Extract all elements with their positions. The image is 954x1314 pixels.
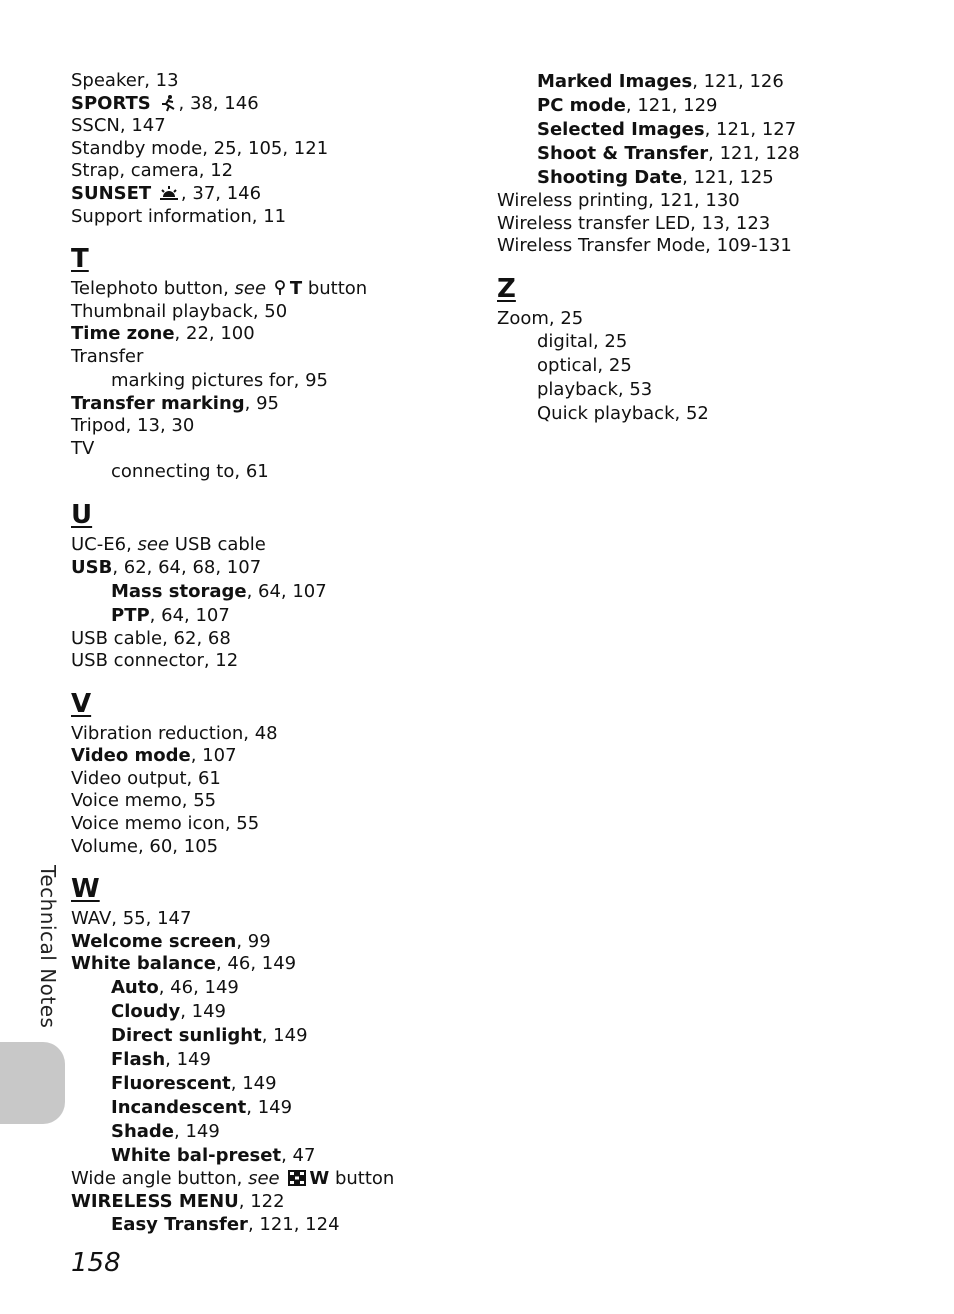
entry-bold: Auto bbox=[111, 977, 159, 999]
section-letter-t: T bbox=[71, 244, 89, 275]
index-subentry bbox=[71, 1024, 471, 1048]
page-number: 158 bbox=[71, 1248, 121, 1278]
entry-text: connecting to, 61 bbox=[111, 461, 269, 483]
entry-text: button bbox=[329, 1168, 395, 1190]
section-letter-u: U bbox=[71, 500, 93, 531]
entry-text: Thumbnail playback, 50 bbox=[71, 300, 288, 322]
entry-bold: Fluorescent bbox=[111, 1073, 231, 1095]
entry-text: Strap, camera, 12 bbox=[71, 160, 234, 182]
index-subentry bbox=[71, 1072, 471, 1096]
index-subentry bbox=[497, 330, 917, 354]
entry-text: , 95 bbox=[244, 392, 280, 414]
index-entry bbox=[497, 308, 917, 331]
index-entry bbox=[71, 836, 471, 859]
index-entry bbox=[71, 438, 471, 461]
entry-text: , 122 bbox=[238, 1190, 285, 1212]
entry-bold: Incandescent bbox=[111, 1097, 247, 1119]
entry-text: Support information, 11 bbox=[71, 205, 287, 227]
entry-text: , 107 bbox=[190, 745, 237, 767]
index-entry bbox=[71, 557, 471, 580]
index-subentry bbox=[497, 166, 917, 190]
index-entry bbox=[71, 768, 471, 791]
entry-text: Wireless Transfer Mode, 109-131 bbox=[497, 235, 792, 257]
entry-text: , 149 bbox=[246, 1097, 293, 1119]
index-subentry bbox=[497, 118, 917, 142]
index-subentry bbox=[71, 1048, 471, 1072]
entry-bold: White balance bbox=[71, 953, 216, 975]
sports-icon bbox=[159, 94, 177, 112]
entry-text: Transfer bbox=[71, 345, 144, 367]
entry-text: , 149 bbox=[261, 1025, 308, 1047]
index-entry bbox=[71, 1168, 471, 1191]
entry-bold: Transfer marking bbox=[71, 392, 245, 414]
entry-bold: Time zone bbox=[71, 323, 175, 345]
entry-text: , 121, 127 bbox=[704, 119, 797, 140]
entry-text: Standby mode, 25, 105, 121 bbox=[71, 137, 329, 159]
entry-text: TV bbox=[71, 437, 95, 459]
thumbnail-grid-icon bbox=[287, 1169, 307, 1187]
index-subentry bbox=[497, 378, 917, 402]
entry-bold: PC mode bbox=[537, 95, 626, 116]
see-reference: see bbox=[234, 278, 267, 300]
index-entry bbox=[71, 534, 471, 557]
entry-text: , 46, 149 bbox=[215, 953, 297, 975]
index-entry bbox=[71, 278, 471, 301]
section-letter-v: V bbox=[71, 688, 92, 719]
index-entry bbox=[71, 953, 471, 976]
index-subentry bbox=[71, 1000, 471, 1024]
entry-text: , 47 bbox=[281, 1145, 316, 1167]
index-subentry bbox=[497, 94, 917, 118]
side-tab-label: Technical Notes bbox=[36, 865, 60, 1029]
entry-text: Voice memo, 55 bbox=[71, 790, 217, 812]
index-entry bbox=[497, 190, 917, 213]
entry-bold: WIRELESS MENU bbox=[71, 1190, 239, 1212]
entry-text: , 149 bbox=[230, 1073, 277, 1095]
index-entry bbox=[71, 160, 471, 183]
index-entry bbox=[71, 650, 471, 673]
entry-text: Volume, 60, 105 bbox=[71, 835, 219, 857]
index-entry bbox=[71, 93, 471, 116]
entry-bold: Shoot & Transfer bbox=[537, 143, 709, 164]
entry-bold: SUNSET bbox=[71, 182, 152, 204]
entry-text: playback, 53 bbox=[537, 379, 653, 401]
magnifier-icon bbox=[274, 279, 288, 297]
entry-text: , 64, 107 bbox=[246, 580, 327, 602]
index-subentry bbox=[71, 460, 471, 484]
entry-bold: Cloudy bbox=[111, 1001, 181, 1023]
entry-text: , 22, 100 bbox=[174, 323, 255, 345]
index-entry bbox=[71, 115, 471, 138]
entry-bold: Selected Images bbox=[537, 119, 705, 140]
entry-text: , 121, 125 bbox=[682, 167, 774, 188]
entry-text: UC-E6, bbox=[71, 534, 138, 556]
entry-bold: USB bbox=[71, 556, 113, 578]
index-entry bbox=[71, 323, 471, 346]
index-entry bbox=[497, 213, 917, 236]
index-entry bbox=[71, 813, 471, 836]
entry-text: Wireless transfer LED, 13, 123 bbox=[497, 212, 771, 234]
entry-text: , 99 bbox=[236, 930, 271, 952]
index-entry bbox=[71, 628, 471, 651]
entry-bold: Welcome screen bbox=[71, 930, 237, 952]
side-tab bbox=[0, 1042, 65, 1124]
entry-text: SSCN, 147 bbox=[71, 115, 166, 137]
index-subentry bbox=[497, 354, 917, 378]
entry-text: Tripod, 13, 30 bbox=[71, 415, 195, 437]
entry-bold: PTP bbox=[111, 604, 150, 626]
entry-text: Wide angle button, bbox=[71, 1168, 249, 1190]
index-entry bbox=[71, 908, 471, 931]
index-entry bbox=[71, 790, 471, 813]
entry-text: , 121, 128 bbox=[708, 143, 800, 164]
entry-text: , 149 bbox=[180, 1001, 226, 1023]
index-subentry bbox=[497, 142, 917, 166]
entry-bold: Shooting Date bbox=[537, 167, 683, 188]
entry-text: , 38, 146 bbox=[178, 92, 259, 114]
sunset-icon bbox=[159, 184, 179, 202]
entry-text: , 149 bbox=[165, 1049, 211, 1071]
entry-bold: Mass storage bbox=[111, 580, 247, 602]
see-reference: see bbox=[248, 1168, 280, 1190]
entry-text: , 64, 107 bbox=[149, 604, 230, 626]
section-letter-w: W bbox=[71, 874, 100, 905]
entry-bold: SPORTS bbox=[71, 92, 151, 114]
entry-text: Wireless printing, 121, 130 bbox=[497, 190, 740, 211]
entry-text: Zoom, 25 bbox=[497, 307, 584, 329]
index-subentry bbox=[497, 402, 917, 426]
index-entry bbox=[71, 346, 471, 369]
entry-bold: Video mode bbox=[71, 745, 191, 767]
tele-key: T bbox=[289, 278, 303, 300]
index-entry bbox=[71, 301, 471, 324]
entry-bold: Shade bbox=[111, 1121, 175, 1143]
entry-text: USB cable bbox=[169, 534, 266, 556]
section-letter-z: Z bbox=[497, 273, 516, 304]
entry-text: , 149 bbox=[174, 1121, 220, 1143]
index-subentry bbox=[71, 604, 471, 628]
see-reference: see bbox=[137, 534, 170, 556]
index-entry bbox=[71, 1191, 471, 1214]
entry-text: , 121, 124 bbox=[247, 1214, 340, 1236]
entry-text: , 37, 146 bbox=[180, 182, 262, 204]
index-entry bbox=[71, 183, 471, 206]
index-entry bbox=[71, 393, 471, 416]
index-entry bbox=[71, 745, 471, 768]
entry-text: digital, 25 bbox=[537, 331, 628, 353]
index-subentry bbox=[71, 369, 471, 393]
index-subentry bbox=[71, 580, 471, 604]
index-entry bbox=[71, 138, 471, 161]
entry-text: optical, 25 bbox=[537, 355, 632, 377]
entry-text: Voice memo icon, 55 bbox=[71, 813, 260, 835]
wide-key: W bbox=[309, 1168, 330, 1190]
entry-text: , 121, 129 bbox=[625, 95, 718, 116]
index-entry bbox=[71, 415, 471, 438]
entry-text: Video output, 61 bbox=[71, 767, 221, 789]
entry-bold: White bal-preset bbox=[111, 1145, 282, 1167]
index-subentry bbox=[497, 70, 917, 94]
entry-text: , 62, 64, 68, 107 bbox=[112, 556, 262, 578]
entry-text: USB cable, 62, 68 bbox=[71, 627, 231, 649]
index-entry bbox=[71, 70, 471, 93]
index-entry bbox=[71, 723, 471, 746]
left-column bbox=[71, 70, 471, 1237]
entry-text: USB connector, 12 bbox=[71, 650, 239, 672]
entry-text: Quick playback, 52 bbox=[537, 403, 709, 425]
index-entry bbox=[71, 931, 471, 954]
index-entry bbox=[71, 206, 471, 229]
index-subentry bbox=[71, 1096, 471, 1120]
index-subentry bbox=[71, 1144, 471, 1168]
index-subentry bbox=[71, 976, 471, 1000]
entry-bold: Flash bbox=[111, 1049, 166, 1071]
entry-bold: Direct sunlight bbox=[111, 1025, 262, 1047]
right-column bbox=[497, 70, 917, 426]
entry-text: , 121, 126 bbox=[692, 71, 784, 92]
entry-text: WAV, 55, 147 bbox=[71, 908, 192, 930]
entry-text: button bbox=[302, 278, 368, 300]
index-entry bbox=[497, 235, 917, 258]
entry-text: Speaker, 13 bbox=[71, 70, 179, 91]
index-subentry bbox=[71, 1120, 471, 1144]
entry-bold: Marked Images bbox=[537, 71, 693, 92]
entry-text: Telephoto button, bbox=[71, 278, 235, 300]
entry-bold: Easy Transfer bbox=[111, 1214, 248, 1236]
entry-text: Vibration reduction, 48 bbox=[71, 722, 278, 744]
entry-text: marking pictures for, 95 bbox=[111, 369, 329, 391]
index-subentry bbox=[71, 1213, 471, 1237]
entry-text: , 46, 149 bbox=[158, 977, 239, 999]
